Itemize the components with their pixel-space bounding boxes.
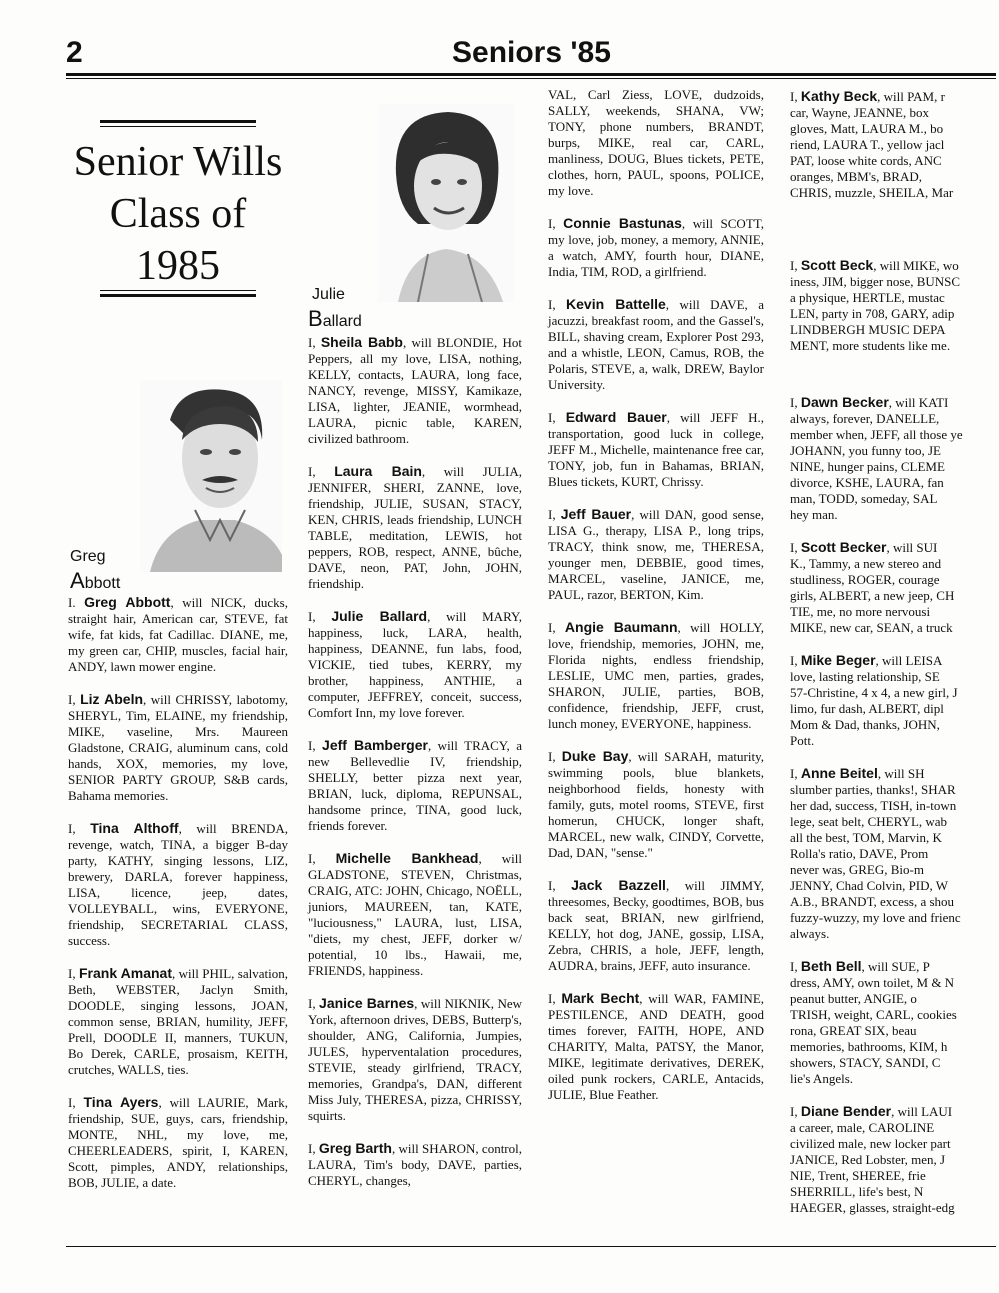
caption-initial: B — [308, 306, 323, 331]
footer-rule — [66, 1246, 996, 1247]
will-line: , will KATI — [888, 395, 949, 410]
will-entry — [308, 334, 522, 447]
will-prefix: I, — [308, 335, 321, 350]
will-text: , will NIKNIK, New York, afternoon drives, DEBS, Butterp's, shoulder, ANG, California, Jumpies, JULES, hyperventalation procedures, STEVIE, steady girlfriend, TRACY, memories, Grandpa's, DAN, different Miss July, THERESA, pizza, CHRISSY, squirts. — [308, 996, 522, 1123]
will-entry — [548, 990, 764, 1103]
will-name: Beth Bell — [800, 958, 862, 974]
will-entry — [790, 88, 999, 201]
will-line: MENT, more students like me. — [790, 338, 951, 353]
will-name: Liz Abeln — [80, 691, 144, 707]
will-line: never was, GREG, Bio-m — [790, 862, 924, 877]
will-line: her dad, success, TISH, in-town — [790, 798, 957, 813]
will-line: Mom & Dad, thanks, JOHN, — [790, 717, 940, 732]
will-entry — [68, 820, 288, 949]
will-name: Connie Bastunas — [563, 215, 682, 231]
will-line: MIKE, new car, SEAN, a truck — [790, 620, 953, 635]
will-entry — [308, 995, 522, 1124]
will-text: , will NICK, ducks, straight hair, American car, STEVE, fat wife, fat kids, fat Cadillac. DIANE, me, my green car, CHIP, muscles, facial hair, ANDY, lawn mower engine. — [68, 595, 288, 674]
will-name: Michelle Bankhead — [335, 850, 479, 866]
will-line: JANICE, Red Lobster, men, J — [790, 1152, 946, 1167]
caption-first-greg: Greg — [70, 548, 106, 565]
will-name: Scott Becker — [800, 539, 887, 555]
will-entry — [68, 594, 288, 675]
will-entry — [68, 1094, 288, 1191]
will-prefix: I, — [68, 821, 91, 836]
will-name: Mike Beger — [800, 652, 876, 668]
will-entry — [308, 463, 522, 592]
title-rule-bottom — [100, 294, 256, 297]
will-prefix: I, — [790, 653, 801, 668]
will-prefix: I, — [68, 692, 81, 707]
will-line: , will SUI — [886, 540, 938, 555]
will-line: always, forever, DANELLE, — [790, 411, 940, 426]
will-line: civilized male, new locker part — [790, 1136, 951, 1151]
will-entry — [308, 608, 522, 721]
will-entry — [548, 619, 764, 732]
will-entry — [790, 958, 999, 1087]
will-entry — [68, 691, 288, 804]
will-line: man, TODD, someday, SAL — [790, 491, 938, 506]
will-line: showers, STACY, SANDI, C — [790, 1055, 941, 1070]
will-line: 57-Christine, 4 x 4, a new girl, J — [790, 685, 958, 700]
will-name: Kathy Beck — [800, 88, 878, 104]
will-prefix: I, — [790, 395, 801, 410]
will-text: , will BLONDIE, Hot Peppers, all my love, LISA, nothing, KELLY, contacts, LAURA, long face, NANCY, revenge, MISSY, Kamikaze, LISA, lighter, JEANIE, wormhead, LAURA, picnic table, KAREN, civilized bathroom. — [308, 335, 522, 446]
will-line: hey man. — [790, 507, 838, 522]
will-name: Angie Baumann — [564, 619, 678, 635]
column-1 — [68, 594, 288, 1207]
will-text: , will SARAH, maturity, swimming pools, blue blankets, neighborhood fields, honesty with family, guts, motel rooms, STEVE, first homerun, CHUCK, longer shaft, MARCEL, new walk, CINDY, Corvette, Dad, DAN, "sense." — [548, 749, 764, 860]
will-name: Julie Ballard — [331, 608, 428, 624]
will-line: JENNY, Chad Colvin, PID, W — [790, 878, 949, 893]
will-entry — [308, 850, 522, 979]
will-prefix: I, — [548, 991, 562, 1006]
column-3 — [548, 86, 764, 1119]
will-line: memories, bathrooms, KIM, h — [790, 1039, 948, 1054]
will-name: Kevin Battelle — [566, 296, 666, 312]
will-line: gloves, Matt, LAURA M., bo — [790, 121, 944, 136]
will-line: JOHANN, you funny too, JE — [790, 443, 941, 458]
caption-last-ballard — [308, 306, 362, 332]
will-line: fuzzy-wuzzy, my love and frienc — [790, 910, 961, 925]
will-entry — [68, 965, 288, 1078]
will-line: always. — [790, 926, 830, 941]
will-entry — [548, 86, 764, 199]
will-name: Tina Althoff — [90, 820, 179, 836]
will-line: a career, male, CAROLINE — [790, 1120, 935, 1135]
will-line: divorce, KSHE, LAURA, fan — [790, 475, 944, 490]
will-line: love, lasting relationship, SE — [790, 669, 940, 684]
will-line: Rolla's ratio, DAVE, Prom — [790, 846, 929, 861]
title-rule-top — [100, 120, 256, 123]
will-prefix: I, — [548, 620, 565, 635]
will-line: slumber parties, thanks!, SHAR — [790, 782, 956, 797]
will-text: , will PHIL, salvation, Beth, WEBSTER, Jaclyn Smith, DOODLE, singing lessons, JOAN, common sense, BRIAN, humility, JEFF, Prell, DOODLE II, manners, TUKUN, Bo Derek, CARLE, prosaism, KEITH, crutches, WALLS, ties. — [68, 966, 288, 1077]
will-entry — [790, 652, 999, 749]
will-entry — [548, 506, 764, 603]
will-prefix: I, — [308, 996, 320, 1011]
will-line: LINDBERGH MUSIC DEPA — [790, 322, 946, 337]
title-line-3: 1985 — [136, 243, 220, 289]
will-prefix: I, — [68, 1095, 84, 1110]
will-prefix: I, — [548, 410, 566, 425]
page-number: 2 — [66, 36, 83, 69]
will-line: K., Tammy, a new stereo and — [790, 556, 942, 571]
will-prefix: I, — [548, 216, 564, 231]
will-prefix: I, — [790, 89, 801, 104]
column-4-cropped — [790, 88, 999, 1232]
will-name: Duke Bay — [561, 748, 629, 764]
will-text: , will TRACY, a new Bellevedlie IV, friendship, SHELLY, better pizza next year, BRIAN, luck, diploma, REPUNSAL, handsome prince, TINA, good luck, friends forever. — [308, 738, 522, 833]
will-line: limo, fur dash, ALBERT, dipl — [790, 701, 944, 716]
will-line: LEN, party in 708, GARY, adip — [790, 306, 955, 321]
will-prefix: I, — [790, 766, 801, 781]
will-entry — [308, 737, 522, 834]
title-line-1: Senior Wills — [73, 139, 283, 185]
will-line: , will LEISA — [875, 653, 943, 668]
will-name: Janice Barnes — [319, 995, 415, 1011]
will-name: Sheila Babb — [320, 334, 403, 350]
will-prefix: I, — [308, 738, 323, 753]
will-name: Laura Bain — [334, 463, 422, 479]
will-text: , will HOLLY, love, friendship, memories, JOHN, me, Florida nights, endless friendship, LESLIE, UMC men, parties, grades, SHARON, JULIE, parties, BOB, confidence, friendship, JEFF, crust, lunch money, EVERYONE, happiness. — [548, 620, 764, 731]
will-prefix: I, — [548, 749, 562, 764]
will-name: Scott Beck — [800, 257, 874, 273]
title-rule-bottom-thin — [100, 290, 256, 291]
will-name: Tina Ayers — [83, 1094, 159, 1110]
will-entry — [790, 257, 999, 354]
will-prefix: I, — [68, 966, 79, 981]
will-line: , will PAM, r — [877, 89, 945, 104]
will-line: all the best, TOM, Marvin, K — [790, 830, 942, 845]
will-entry — [548, 215, 764, 280]
will-prefix: I, — [790, 258, 801, 273]
will-prefix: I, — [308, 1141, 319, 1156]
will-prefix: I, — [790, 540, 801, 555]
will-name: Dawn Becker — [800, 394, 889, 410]
will-entry — [790, 394, 999, 523]
will-line: lege, seat belt, CHERYL, wab — [790, 814, 948, 829]
will-name: Jeff Bauer — [560, 506, 632, 522]
will-line: HAEGER, glasses, straight-edg — [790, 1200, 955, 1215]
will-line: CHRIS, muzzle, SHEILA, Mar — [790, 185, 954, 200]
will-line: TRISH, weight, CARL, cookies — [790, 1007, 957, 1022]
will-line: iness, JIM, bigger nose, BUNSC — [790, 274, 961, 289]
will-line: , will LAUI — [891, 1104, 953, 1119]
title-rule-top-thin — [100, 126, 256, 127]
header-rule — [66, 73, 996, 76]
caption-rest: bbott — [84, 575, 121, 592]
will-name: Edward Bauer — [565, 409, 667, 425]
caption-first-julie: Julie — [312, 286, 345, 303]
will-prefix: I, — [308, 609, 332, 624]
will-line: rona, GREAT SIX, beau — [790, 1023, 917, 1038]
will-text: , will GLADSTONE, STEVEN, Christmas, CRAIG, ATC: JOHN, Chicago, NOËLL, juniors, MAUREEN, tan, KATE, "luciousness," LAURA, lust, LISA, "diets, my chest, JEFF, dorker w/ potential, 10 lbs., Hawaii, me, FRIENDS, happiness. — [308, 851, 522, 978]
will-line: A.B., BRANDT, excess, a shou — [790, 894, 955, 909]
will-line: dress, AMY, own toilet, M & N — [790, 975, 955, 990]
will-entry — [308, 1140, 522, 1189]
will-entry — [790, 539, 999, 636]
will-line: PAT, loose white cords, ANC — [790, 153, 942, 168]
will-line: , will MIKE, wo — [873, 258, 959, 273]
will-prefix: I, — [548, 878, 572, 893]
will-text: , will JULIA, JENNIFER, SHERI, ZANNE, love, friendship, JULIE, SUSAN, STACY, KEN, CHRIS, leads friendship, LUNCH TABLE, meditation, LEWIS, hot peppers, ROB, respect, ANNE, bûche, DAVE, neon, PAT, John, JOHN, friendship. — [308, 464, 522, 591]
will-entry — [548, 877, 764, 974]
will-line: SHERRILL, life's best, N — [790, 1184, 924, 1199]
will-text: , will MARY, happiness, luck, LARA, health, happiness, DEANNE, fun labs, food, VICKIE, tied tubes, KERRY, my brother, happiness, ANTHIE, a computer, JEFFREY, conceit, success, Comfort Inn, my love forever. — [308, 609, 522, 720]
caption-initial: A — [70, 568, 85, 593]
will-entry — [548, 748, 764, 861]
will-entry — [790, 1103, 999, 1216]
will-prefix: I, — [548, 297, 567, 312]
will-prefix: I, — [548, 507, 561, 522]
will-text: , will JEFF H., transportation, good luck in college, JEFF M., Michelle, maintenance free car, TONY, job, fun in Bahamas, BRIAN, Blues tickets, KURT, Chrissy. — [548, 410, 764, 489]
will-prefix: I, — [308, 851, 336, 866]
will-prefix: I, — [790, 959, 801, 974]
will-name: Mark Becht — [561, 990, 640, 1006]
will-text: , will WAR, FAMINE, PESTILENCE, AND DEATH, good times forever, FAITH, HOPE, AND CHARITY, Malta, PATSY, the Manor, MIKE, legitimate derivatives, DEREK, oiled punk rockers, CARLE, Antacids, JULIE, Blue Feather. — [548, 991, 765, 1102]
will-name: Diane Bender — [800, 1103, 892, 1119]
will-entry — [548, 409, 764, 490]
will-text: , will BRENDA, revenge, watch, TINA, a bigger B-day party, KATHY, singing lessons, LIZ, brewery, DARLA, forever happiness, LISA, licence, jeep, dates, VOLLEYBALL, wins, EVERYONE, friendship, SECRETARIAL CLASS, success. — [68, 821, 288, 948]
will-entry — [790, 765, 999, 942]
will-prefix: I. — [68, 595, 85, 610]
title-block — [62, 136, 294, 292]
will-entry — [548, 296, 764, 393]
section-title: Seniors '85 — [452, 36, 611, 69]
caption-last-abbott — [70, 568, 120, 594]
will-text: , will DAN, good sense, LISA G., therapy, LISA P., long trips, TRACY, think snow, me, THERESA, younger men, DEBBIE, good times, MARCEL, vaseline, JANICE, me, PAUL, razor, BERTON, Kim. — [548, 507, 764, 602]
will-prefix: I, — [790, 1104, 801, 1119]
will-line: oranges, MBM's, BRAD, — [790, 169, 922, 184]
will-line: member when, JEFF, all those ye — [790, 427, 963, 442]
will-line: car, Wayne, JEANNE, box — [790, 105, 929, 120]
will-name: Frank Amanat — [78, 965, 172, 981]
will-line: lie's Angels. — [790, 1071, 854, 1086]
will-text: , will JIMMY, threesomes, Becky, goodtimes, BOB, bus back seat, BRIAN, new girlfriend, KELLY, hot dog, JANE, gossip, LISA, Zebra, CHRIS, a hole, JEFF, length, AUDRA, brains, JEFF, auto insurance. — [548, 878, 764, 973]
will-text: VAL, Carl Ziess, LOVE, dudzoids, SALLY, weekends, SHANA, VW; TONY, phone numbers, BRANDT, burps, MIKE, real car, CARL, manliness, DOUG, Blues tickets, PETE, clothes, horn, PAUL, spoons, POLICE, my love. — [548, 87, 764, 198]
will-text: , will LAURIE, Mark, friendship, SUE, guys, cars, friendship, MONTE, NHL, my love, me, CHEERLEADERS, spirit, I, KAREN, Scott, pimples, ANDY, relationships, BOB, JULIE, a date. — [68, 1095, 288, 1190]
will-name: Anne Beitel — [800, 765, 878, 781]
will-name: Greg Abbott — [84, 594, 171, 610]
will-text: , will SCOTT, my love, job, money, a memory, ANNIE, a watch, AMY, fourth hour, DIANE, India, TIM, ROD, a girlfriend. — [548, 216, 764, 279]
will-text: , will DAVE, a jacuzzi, breakfast room, and the Gassel's, BILL, shaving cream, Explorer Post 293, and a whistle, LEON, Camus, ROB, the Polaris, STEVE, a, walk, DREW, Baylor University. — [548, 297, 764, 392]
will-line: NIE, Trent, SHEREE, frie — [790, 1168, 926, 1183]
will-prefix: I, — [308, 464, 335, 479]
will-line: studliness, ROGER, courage — [790, 572, 940, 587]
will-line: TIE, me, no more nervousi — [790, 604, 931, 619]
header-rule-thin — [66, 78, 996, 79]
title-line-2: Class of — [109, 191, 247, 237]
will-text: , will SHARON, control, LAURA, Tim's body, DAVE, parties, CHERYL, changes, — [308, 1141, 523, 1188]
will-text: , will CHRISSY, labotomy, SHERYL, Tim, ELAINE, my friendship, MIKE, vaseline, Mrs. Maureen Gladstone, CRAIG, aluminum cans, cold hands, XOX, memories, my love, SENIOR PARTY GROUP, S&B cards, Bahama memories. — [68, 692, 288, 803]
will-line: , will SUE, P — [861, 959, 930, 974]
will-name: Greg Barth — [318, 1140, 392, 1156]
will-line: Pott. — [790, 733, 815, 748]
will-line: riend, LAURA T., yellow jacl — [790, 137, 945, 152]
column-2 — [308, 334, 522, 1205]
will-line: , will SH — [877, 766, 925, 781]
will-line: NINE, hunger pains, CLEME — [790, 459, 945, 474]
will-line: peanut butter, ANGIE, o — [790, 991, 917, 1006]
will-line: girls, ALBERT, a new jeep, CH — [790, 588, 955, 603]
senior-photo-greg-abbott — [140, 380, 282, 572]
will-name: Jack Bazzell — [571, 877, 666, 893]
will-line: a physique, HERTLE, mustac — [790, 290, 945, 305]
caption-rest: allard — [322, 313, 362, 330]
senior-photo-julie-ballard — [378, 104, 514, 302]
will-name: Jeff Bamberger — [322, 737, 428, 753]
